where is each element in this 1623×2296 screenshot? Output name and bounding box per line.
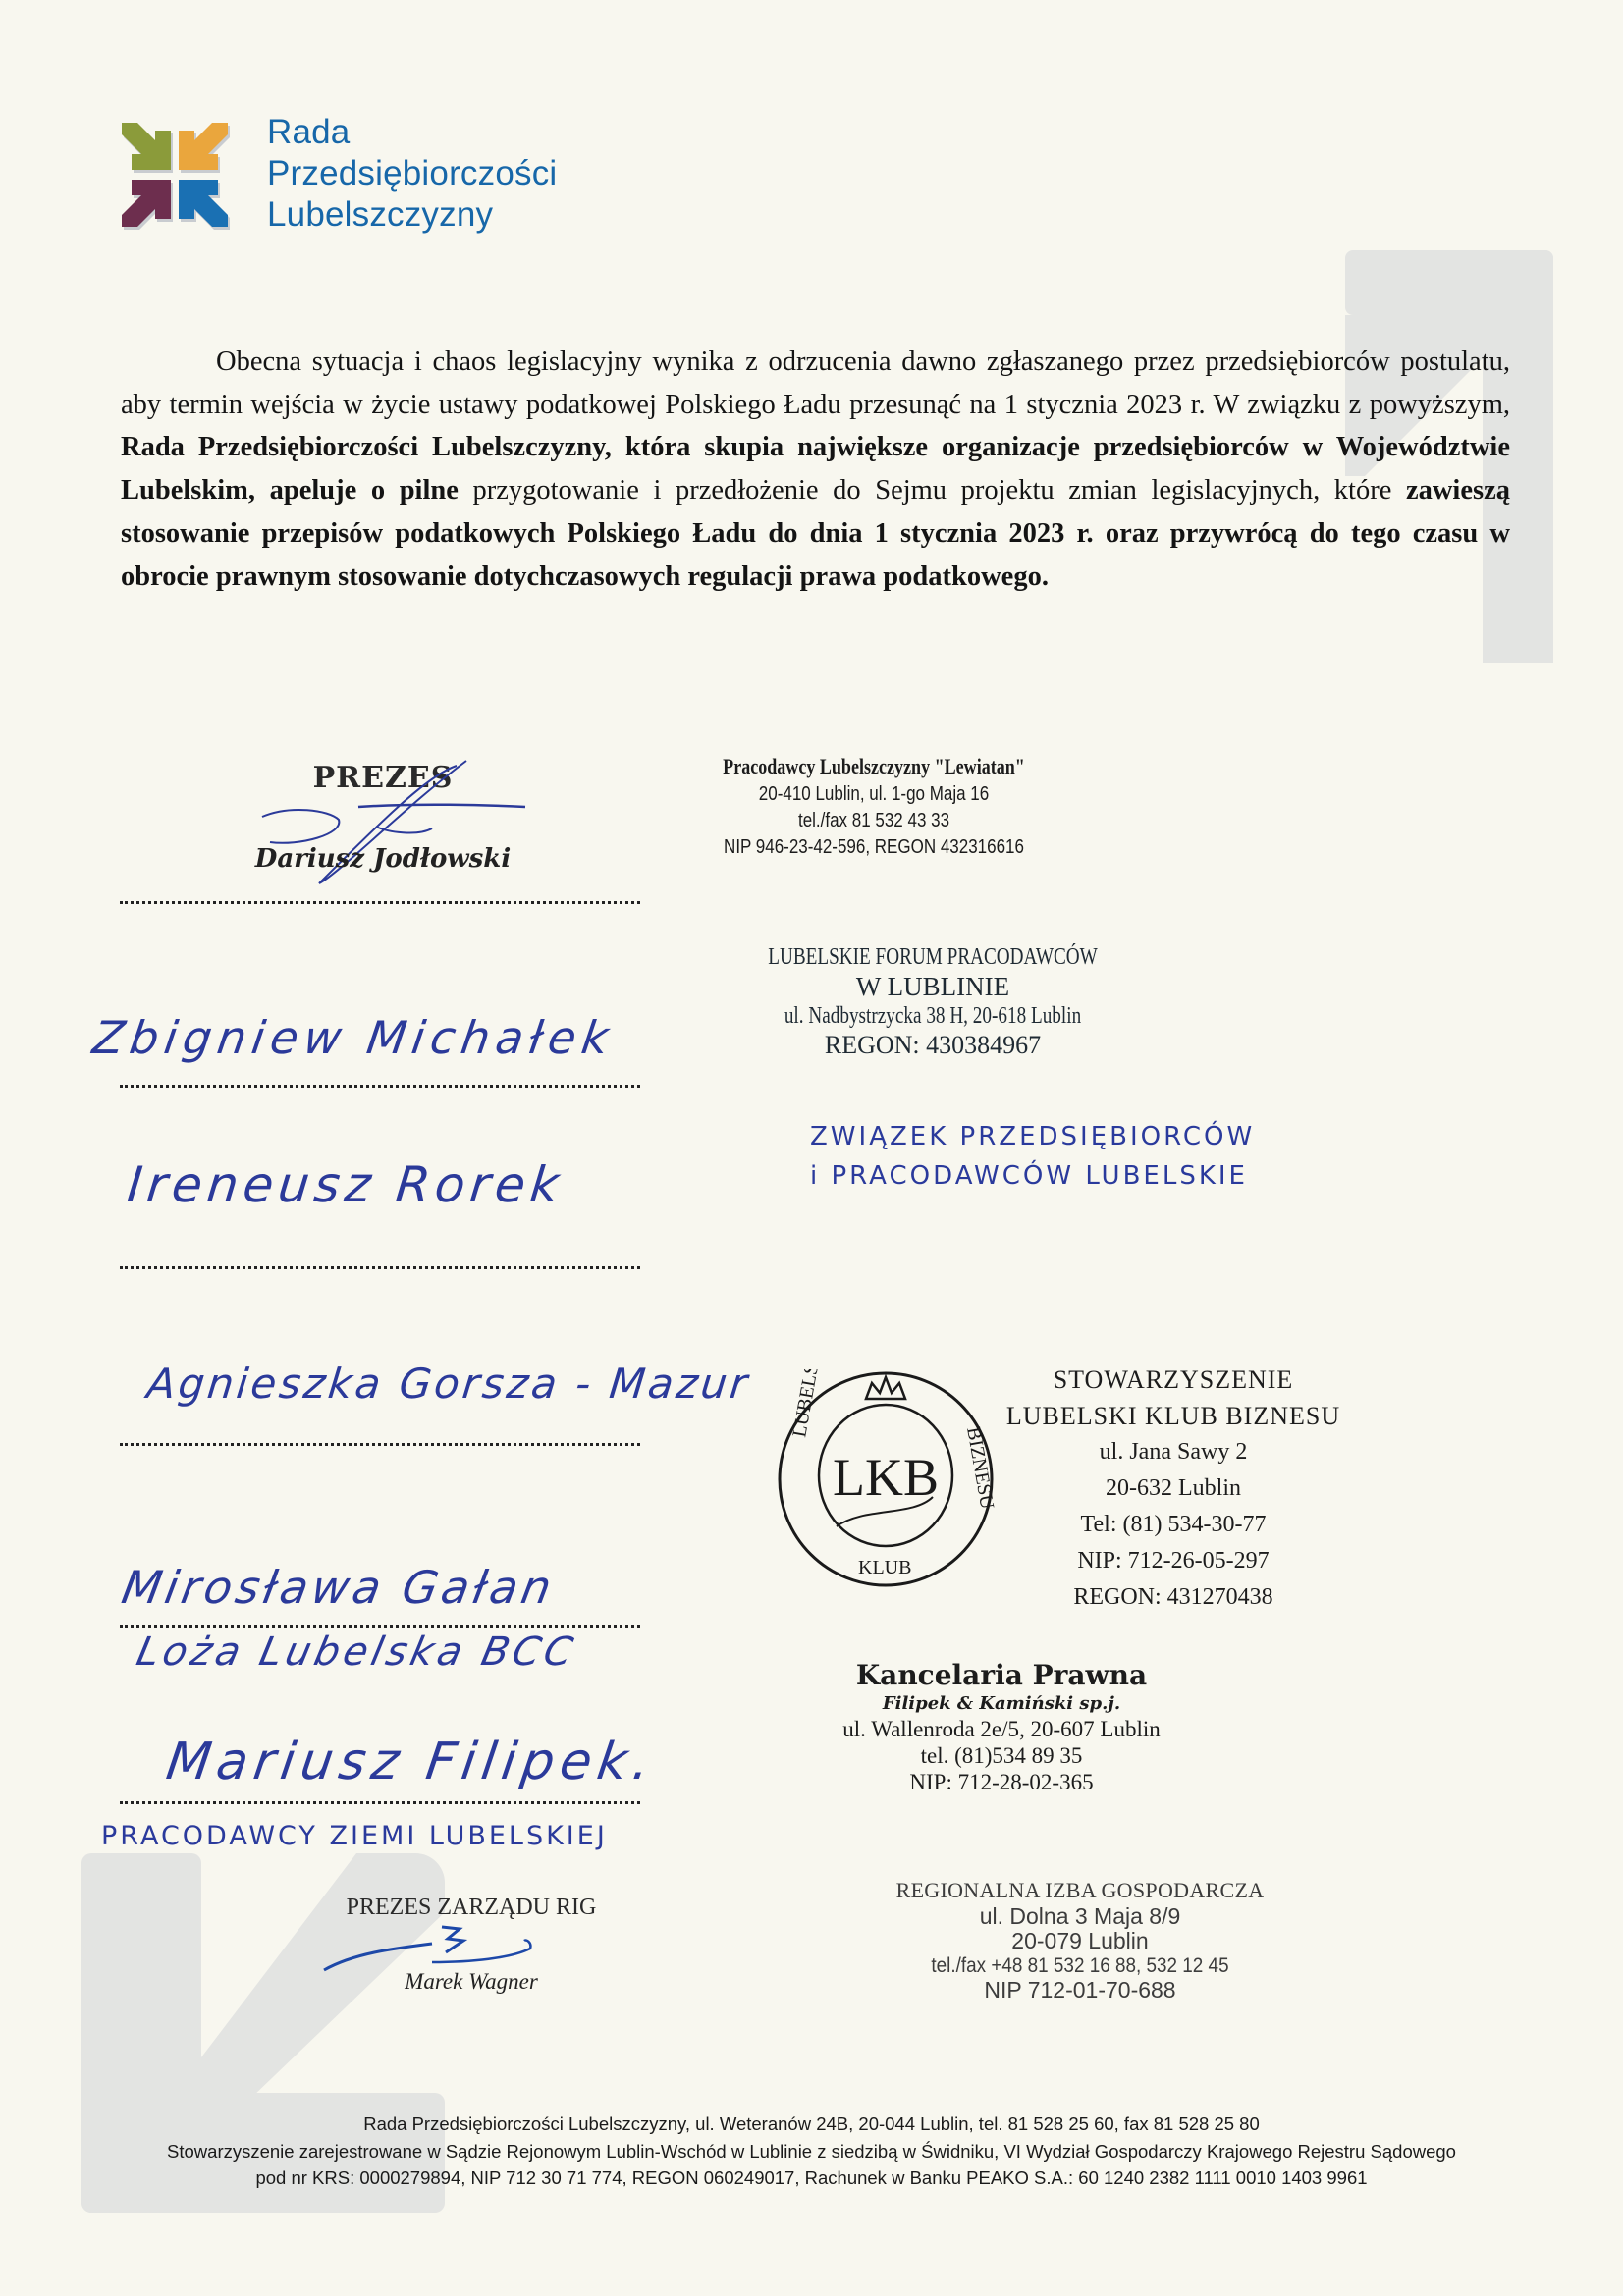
forum-regon: REGON: 430384967 (824, 1031, 1042, 1059)
organization-logo-icon (120, 120, 232, 232)
signature-line-3 (120, 1266, 640, 1269)
svg-text:LUBELSKI: LUBELSKI (788, 1369, 827, 1439)
signature-rorek: Ireneusz Rorek (124, 1156, 568, 1213)
stamp-lewiatan (638, 752, 1109, 861)
stamp-lubelski-klub-biznesu (967, 1362, 1380, 1616)
paragraph-segment-4-bold: zawieszą stosowanie przepisów podatkowych Polskiego Ładu do dnia 1 stycznia 2023 r. oraz przywrócą do tego czasu w obrocie prawnym stosowanie dotychczasowych regulacji prawa podatkowego. (121, 475, 1510, 592)
handwritten-pracodawcy-ziemi-lubelskiej: PRACODAWCY ZIEMI LUBELSKIEJ (101, 1821, 608, 1851)
rig-phone: tel./fax +48 81 532 16 88, 532 12 45 (931, 1954, 1229, 1977)
handwritten-loza-bcc: Loża Lubelska BCC (133, 1629, 581, 1675)
forum-line-1: LUBELSKIE FORUM PRACODAWCÓW (768, 944, 1098, 970)
lkb-regon: REGON: 431270438 (1073, 1584, 1273, 1610)
footer-line-1: Rada Przedsiębiorczości Lubelszczyzny, ul. Weteranów 24B, 20-044 Lublin, tel. 81 528 25 60, fax 81 528 25 80 (363, 2113, 1260, 2134)
lkb-seal-icon (776, 1369, 997, 1590)
lkb-phone: Tel: (81) 534-30-77 (1080, 1512, 1267, 1537)
forum-line-2: W LUBLINIE (855, 972, 1010, 1001)
appeal-paragraph (121, 341, 1510, 598)
letterhead-footer (0, 2110, 1623, 2192)
signature-line-2 (120, 1085, 640, 1088)
forum-address: ul. Nadbystrzycka 38 H, 20-618 Lublin (784, 1003, 1082, 1029)
signatory-title-rig: PREZES ZARZĄDU RIG (346, 1895, 597, 1920)
stamp-kancelaria-prawna (805, 1659, 1198, 1795)
signature-galan: Mirosława Gałan (118, 1561, 560, 1614)
signature-line-6 (120, 1801, 640, 1804)
signatory-name-jodlowski: Dariusz Jodłowski (254, 844, 512, 874)
signature-line-4 (120, 1443, 640, 1446)
kancelaria-name: Kancelaria Prawna (855, 1659, 1148, 1691)
paragraph-segment-1: Obecna sytuacja i chaos legislacyjny wynika z odrzucenia dawno zgłaszanego przez przedsiębiorców postulatu, aby termin wejścia w życie ustawy podatkowej Polskiego Ładu przesunąć na 1 stycznia 2023 r. W związku z powyższym, (121, 347, 1510, 420)
footer-line-2: Stowarzyszenie zarejestrowane w Sądzie Rejonowym Lublin-Wschód w Lublinie z siedzibą w Świdniku, VI Wydział Gospodarczy Krajowego Rejestru Sądowego (167, 2140, 1456, 2162)
lkb-line-2: LUBELSKI KLUB BIZNESU (1005, 1402, 1341, 1430)
lewiatan-address: 20-410 Lublin, ul. 1-go Maja 16 (758, 783, 990, 805)
signatory-title-prezes: PREZES (312, 761, 454, 795)
kancelaria-nip: NIP: 712-28-02-365 (909, 1770, 1094, 1794)
zwiazek-line-2: i PRACODAWCÓW LUBELSKIE (810, 1161, 1248, 1191)
rig-name: REGIONALNA IZBA GOSPODARCZA (895, 1878, 1265, 1902)
organization-logo-text (267, 112, 557, 236)
lewiatan-name: Pracodawcy Lubelszczyzny "Lewiatan" (723, 754, 1025, 778)
kancelaria-address: ul. Wallenroda 2e/5, 20-607 Lublin (842, 1717, 1161, 1741)
signature-line-1 (120, 901, 640, 904)
svg-text:BIZNESU: BIZNESU (962, 1425, 997, 1512)
handwritten-zwiazek (810, 1117, 1255, 1196)
lkb-nip: NIP: 712-26-05-297 (1077, 1548, 1270, 1574)
svg-text:KLUB: KLUB (858, 1557, 912, 1578)
kancelaria-phone: tel. (81)534 89 35 (920, 1743, 1083, 1768)
svg-text:LKB: LKB (833, 1448, 939, 1507)
signature-michalek: Zbigniew Michałek (89, 1011, 619, 1064)
logo-line-3: Lubelszczyzny (267, 195, 494, 234)
signature-filipek: Mariusz Filipek. (162, 1733, 660, 1791)
paragraph-segment-3: przygotowanie i przedłożenie do Sejmu projektu zmian legislacyjnych, które (458, 475, 1406, 507)
lkb-city: 20-632 Lublin (1106, 1475, 1241, 1501)
zwiazek-line-1: ZWIĄZEK PRZEDSIĘBIORCÓW (810, 1122, 1256, 1151)
paragraph-segment-2-bold: Rada Przedsiębiorczości Lubelszczyzny, która skupia największe organizacje przedsiębiorców w Województwie Lubelskim, apeluje o pilne (121, 432, 1510, 507)
signature-gorsza-mazur: Agnieszka Gorsza - Mazur (144, 1360, 753, 1408)
rig-city: 20-079 Lublin (1011, 1928, 1149, 1953)
kancelaria-firm: Filipek & Kamiński sp.j. (882, 1693, 1121, 1714)
lkb-line-1: STOWARZYSZENIE (1053, 1365, 1294, 1394)
rig-nip: NIP 712-01-70-688 (984, 1977, 1176, 2002)
lkb-street: ul. Jana Sawy 2 (1099, 1439, 1248, 1465)
stamp-regionalna-izba-gospodarcza (864, 1877, 1296, 2002)
stamp-lubelskie-forum (687, 942, 1178, 1060)
lewiatan-phone: tel./fax 81 532 43 33 (797, 810, 950, 831)
signature-jodlowski-icon (260, 756, 535, 898)
rig-street: ul. Dolna 3 Maja 8/9 (979, 1903, 1181, 1929)
signature-line-5 (120, 1625, 640, 1628)
signatory-name-wagner: Marek Wagner (405, 1969, 538, 1994)
footer-line-3: pod nr KRS: 0000279894, NIP 712 30 71 774, REGON 060249017, Rachunek w Banku PEAKO S.A.: 60 1240 2382 1111 0010 1403 9961 (255, 2167, 1368, 2188)
logo-line-2: Przedsiębiorczości (267, 154, 558, 192)
logo-line-1: Rada (267, 113, 351, 151)
lewiatan-ids: NIP 946-23-42-596, REGON 432316616 (724, 836, 1024, 858)
